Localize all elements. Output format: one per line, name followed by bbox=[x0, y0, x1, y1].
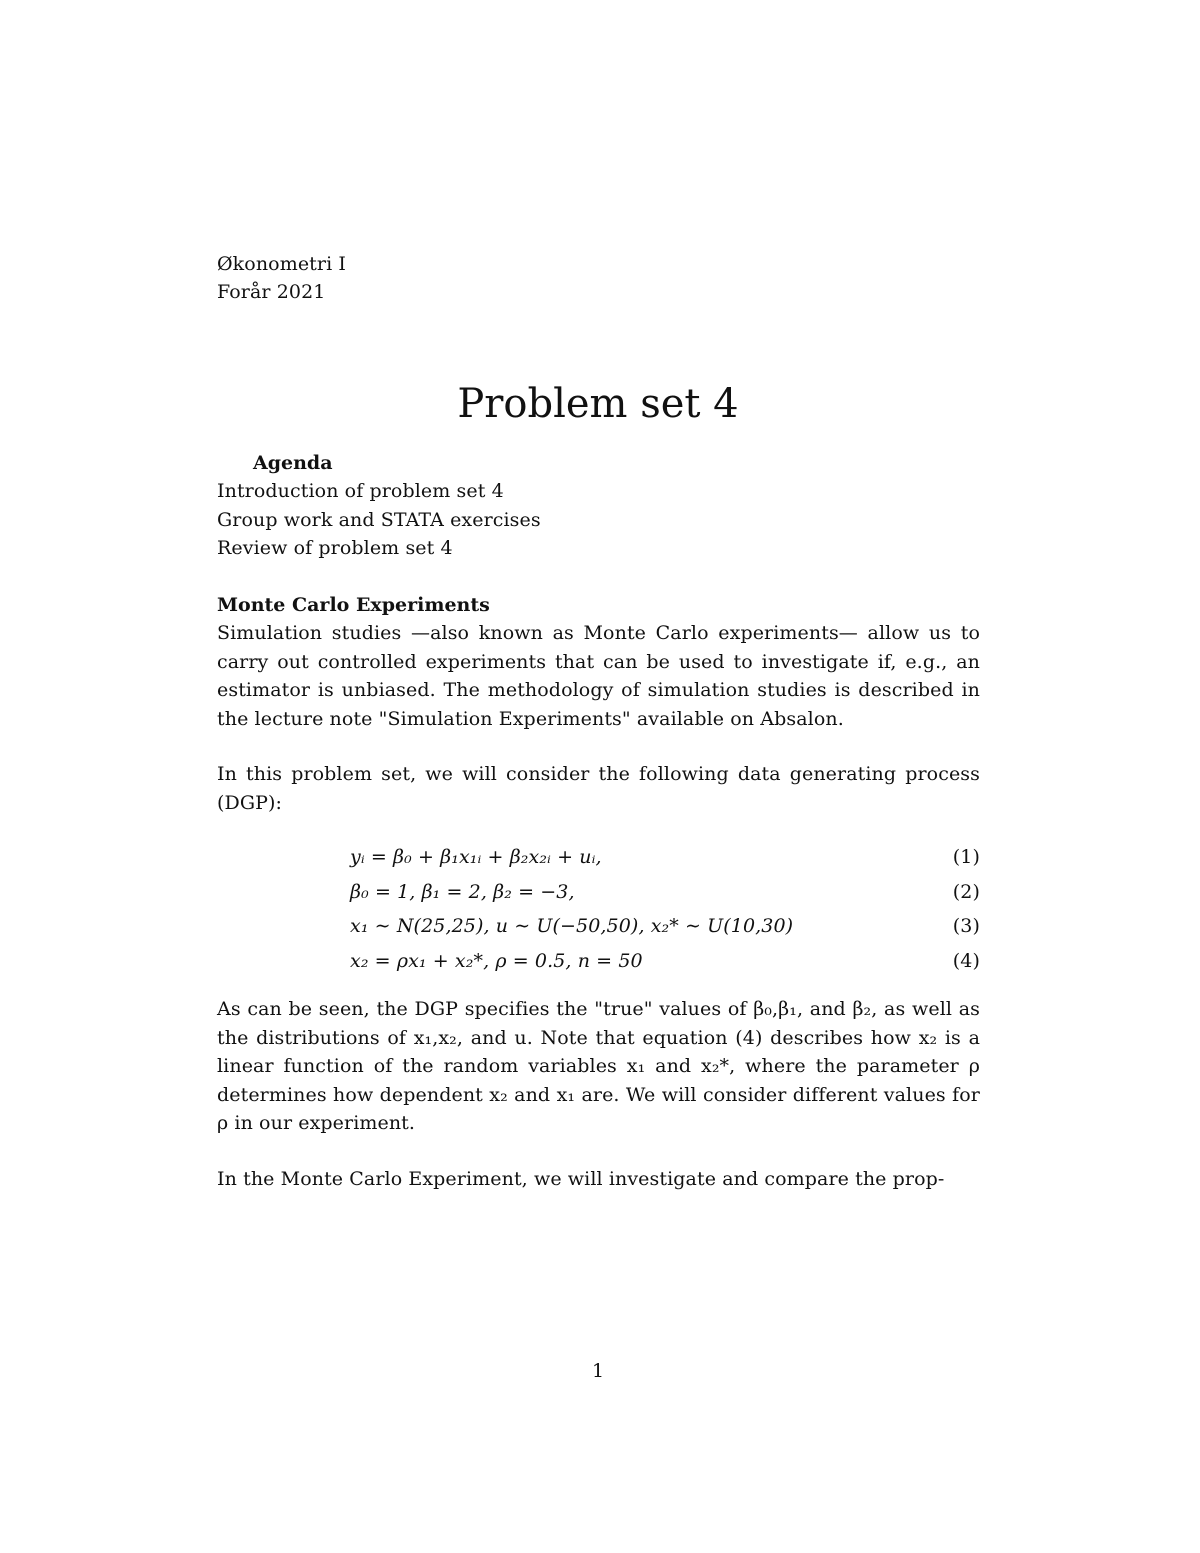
equation-row bbox=[350, 840, 980, 875]
section-heading: Monte Carlo Experiments bbox=[217, 594, 490, 616]
equation-row bbox=[350, 909, 980, 944]
agenda-list bbox=[217, 477, 541, 563]
course-name: Økonometri I bbox=[217, 253, 347, 275]
page-number: 1 bbox=[591, 1360, 605, 1382]
intro-paragraph: Simulation studies —also known as Monte Carlo experiments— allow us to carry out controlled experiments that can be used to investigate if, e.g., an estimator is unbiased. The methodology of simulation studies is described in the lecture note "Simulation Experiments" available on Absalon. bbox=[217, 622, 980, 730]
agenda-item: Review of problem set 4 bbox=[217, 537, 453, 559]
experiment-paragraph: In the Monte Carlo Experiment, we will investigate and compare the prop- bbox=[217, 1168, 945, 1190]
equation: x₁ ∼ N(25,25), u ∼ U(−50,50), x₂* ∼ U(10,30) bbox=[350, 915, 794, 937]
agenda-item: Introduction of problem set 4 bbox=[217, 480, 504, 502]
agenda-item: Group work and STATA exercises bbox=[217, 508, 541, 531]
equation-list bbox=[350, 840, 980, 978]
equation-number: (1) bbox=[952, 846, 980, 868]
equation: β₀ = 1, β₁ = 2, β₂ = −3, bbox=[350, 880, 575, 903]
equation-row bbox=[350, 875, 980, 910]
equation-number: (3) bbox=[952, 915, 980, 937]
agenda-heading: Agenda bbox=[253, 452, 333, 474]
course-header bbox=[217, 250, 346, 306]
dgp-paragraph: In this problem set, we will consider the following data generating process (DGP): bbox=[217, 763, 980, 814]
equation: x₂ = ρx₁ + x₂*, ρ = 0.5, n = 50 bbox=[350, 949, 643, 972]
equation-number: (4) bbox=[952, 949, 980, 972]
equation-row bbox=[350, 944, 980, 979]
equation: yᵢ = β₀ + β₁x₁ᵢ + β₂x₂ᵢ + uᵢ, bbox=[350, 846, 602, 868]
course-term: Forår 2021 bbox=[217, 281, 326, 303]
page-title: Problem set 4 bbox=[457, 381, 739, 427]
dgp-explanation-paragraph: As can be seen, the DGP specifies the "true" values of β₀,β₁, and β₂, as well as the distributions of x₁,x₂, and u. Note that equation (4) describes how x₂ is a linear function of the random variables x₁ and x₂*, where the parameter ρ determines how dependent x₂ and x₁ are. We will consider different values for ρ in our experiment. bbox=[217, 998, 980, 1134]
equation-number: (2) bbox=[952, 880, 980, 903]
